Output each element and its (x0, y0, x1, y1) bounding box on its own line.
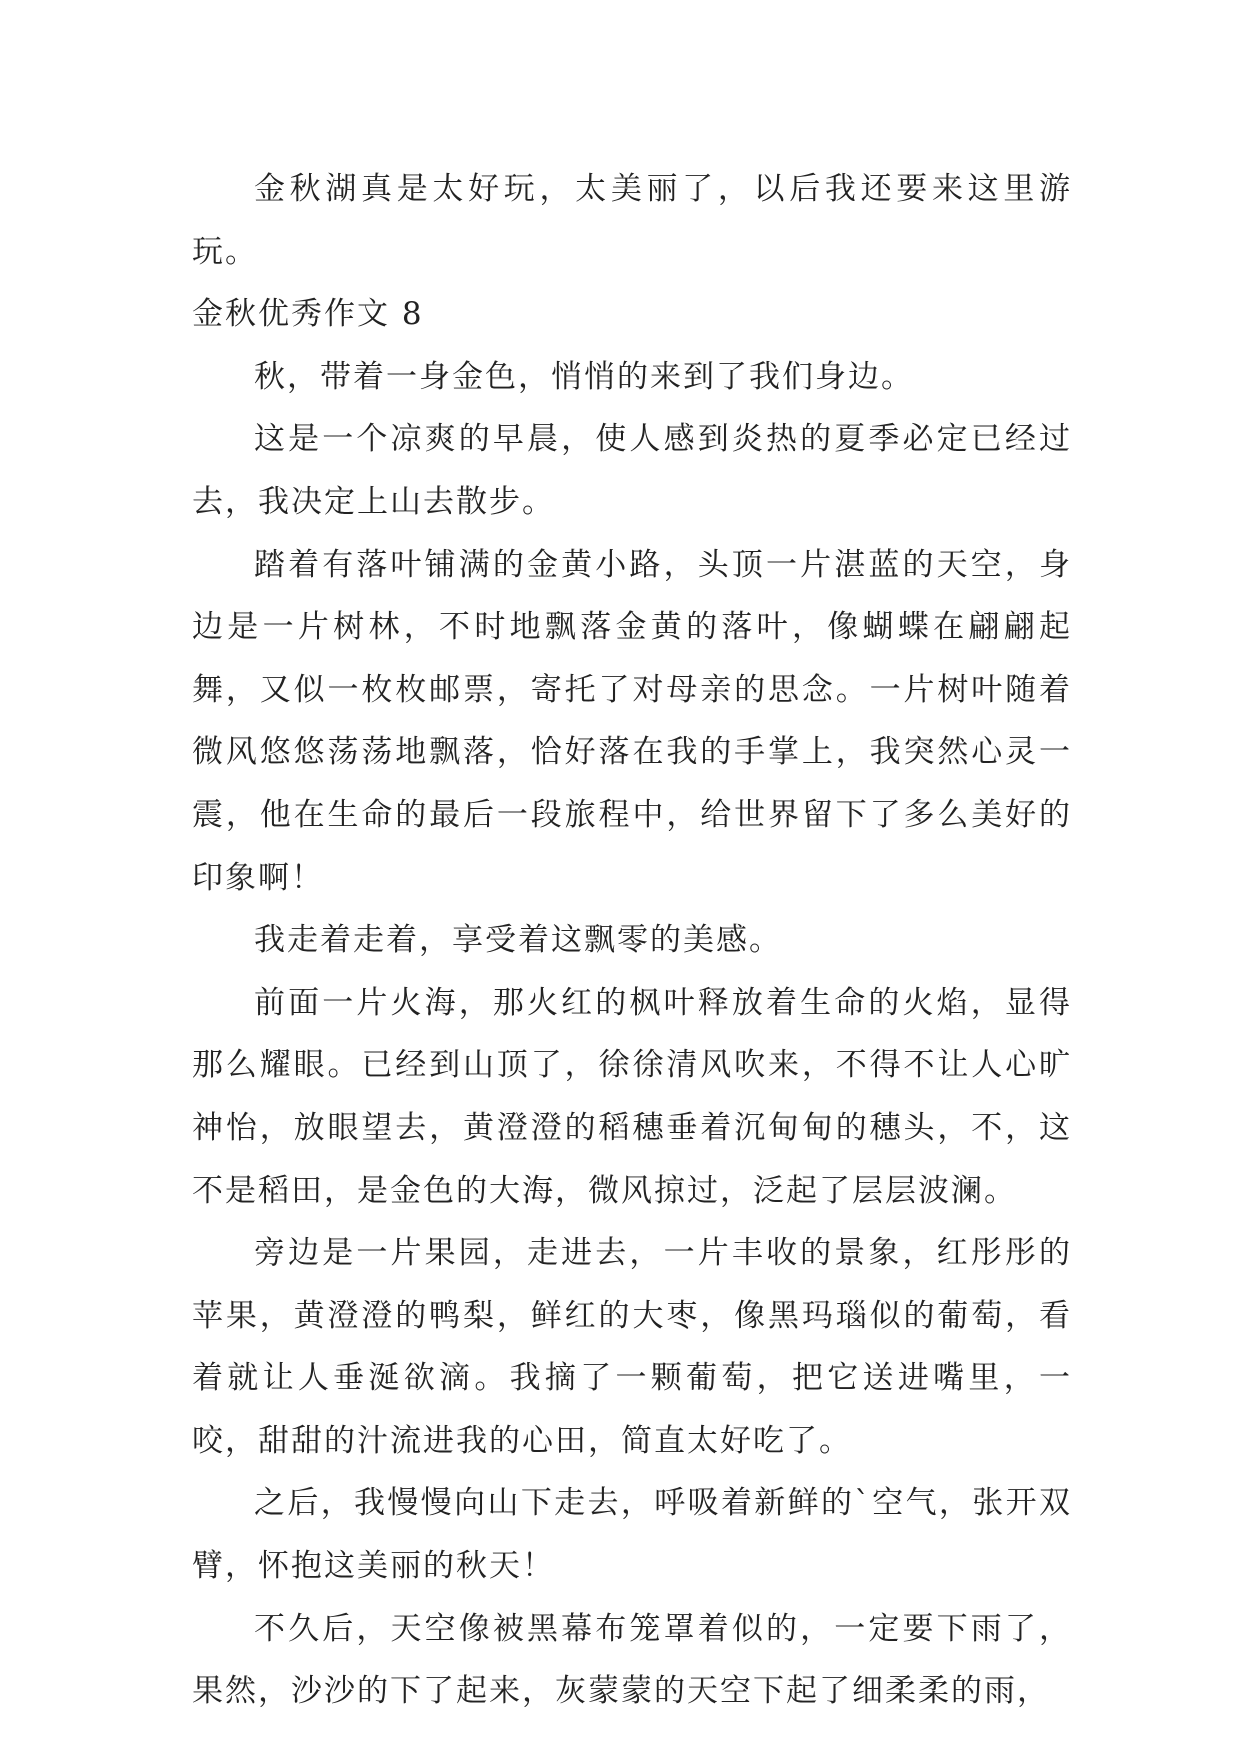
paragraph-golden-path: 踏着有落叶铺满的金黄小路，头顶一片湛蓝的天空，身边是一片树林，不时地飘落金黄的落叶，像蝴蝶在翩翩起舞，又似一枚枚邮票，寄托了对母亲的思念。一片树叶随着微风悠悠荡荡地飘落，恰好落在我的手掌上，我突然心灵一震，他在生命的最后一段旅程中，给世界留下了多么美好的印象啊！ (192, 546, 1072, 896)
paragraph-autumn-arrives: 秋，带着一身金色，悄悄的来到了我们身边。 (254, 358, 914, 395)
paragraph-descending: 之后，我慢慢向山下走去，呼吸着新鲜的`空气，张开双臂，怀抱这美丽的秋天！ (192, 1485, 1072, 1585)
paragraph-rain: 不久后，天空像被黑幕布笼罩着似的，一定要下雨了，果然，沙沙的下了起来，灰蒙蒙的天空下起了细柔柔的雨， (192, 1610, 1072, 1710)
paragraph-closing-line: 金秋湖真是太好玩，太美丽了，以后我还要来这里游玩。 (192, 171, 1072, 270)
paragraph-mountain-top: 前面一片火海，那火红的枫叶释放着生命的火焰，显得那么耀眼。已经到山顶了，徐徐清风吹来，不得不让人心旷神怡，放眼望去，黄澄澄的稻穗垂着沉甸甸的穗头，不，这不是稻田，是金色的大海，微风掠过，泛起了层层波澜。 (192, 984, 1072, 1209)
paragraph-orchard: 旁边是一片果园，走进去，一片丰收的景象，红彤彤的苹果，黄澄澄的鸭梨，鲜红的大枣，像黑玛瑙似的葡萄，看着就让人垂涎欲滴。我摘了一颗葡萄，把它送进嘴里，一咬，甜甜的汁流进我的心田，简直太好吃了。 (192, 1235, 1072, 1459)
document-page (192, 158, 1072, 1723)
paragraph-walking: 我走着走着，享受着这飘零的美感。 (254, 922, 782, 959)
paragraph-cool-morning: 这是一个凉爽的早晨，使人感到炎热的夏季必定已经过去，我决定上山去散步。 (192, 421, 1072, 520)
essay-title: 金秋优秀作文 8 (192, 296, 424, 333)
